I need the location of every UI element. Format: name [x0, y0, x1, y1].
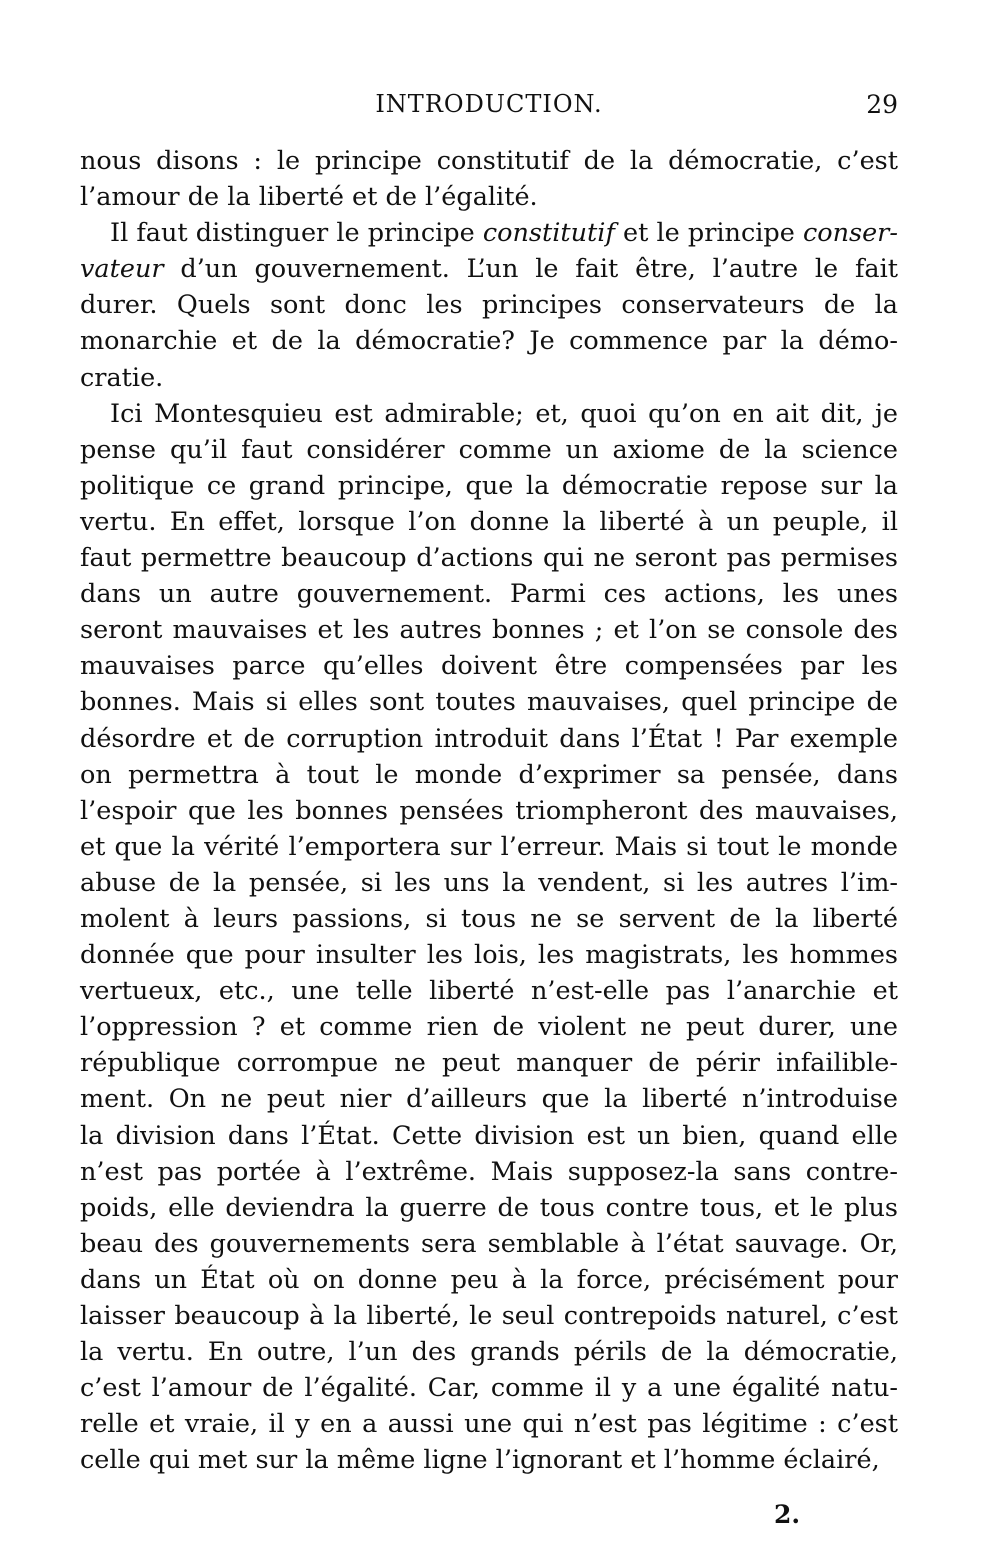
- signature-mark: 2.: [774, 1500, 801, 1529]
- text-segment: dans un autre gouvernement. Parmi ces actions, les unes: [80, 579, 898, 610]
- text-segment: vertu. En effet, lorsque l’on donne la liberté à un peuple, il: [80, 506, 898, 537]
- text-line: [80, 1009, 898, 1045]
- running-title: INTRODUCTION.: [375, 90, 603, 118]
- text-segment: l’amour de la liberté et de l’égalité.: [80, 182, 538, 213]
- text-segment: désordre et de corruption introduit dans l’État ! Par exemple: [80, 723, 898, 754]
- text-line: [80, 143, 898, 179]
- text-line: [80, 287, 898, 323]
- text-segment: celle qui met sur la même ligne l’ignorant et l’homme éclairé,: [80, 1445, 880, 1476]
- text-line: [80, 1154, 898, 1190]
- text-segment: d’un gouvernement. L’un le fait être, l’autre le fait: [163, 254, 898, 285]
- text-segment: ment. On ne peut nier d’ailleurs que la liberté n’introduise: [80, 1084, 898, 1115]
- text-line: [80, 612, 898, 648]
- text-line: [80, 432, 898, 468]
- text-line: [80, 721, 898, 757]
- text-segment: Il faut distinguer le principe: [110, 218, 483, 249]
- text-segment: c’est l’amour de l’égalité. Car, comme il y a une égalité natu-: [80, 1373, 898, 1404]
- text-segment: et le principe: [614, 218, 803, 249]
- text-line: [80, 1298, 898, 1334]
- text-segment: dans un État où on donne peu à la force, précisément pour: [80, 1264, 898, 1295]
- text-segment: et que la vérité l’emportera sur l’erreur. Mais si tout le monde: [80, 831, 898, 862]
- text-line: [80, 1045, 898, 1081]
- text-segment: monarchie et de la démocratie? Je commence par la démo-: [80, 326, 898, 357]
- text-line: [80, 684, 898, 720]
- text-line: [80, 1334, 898, 1370]
- text-segment: donnée que pour insulter les lois, les magistrats, les hommes: [80, 940, 898, 971]
- text-segment: république corrompue ne peut manquer de périr infailible-: [80, 1048, 898, 1079]
- text-line: [80, 757, 898, 793]
- text-segment: cratie.: [80, 362, 164, 393]
- text-line: [80, 179, 898, 215]
- running-header: [80, 90, 898, 126]
- text-segment: la division dans l’État. Cette division est un bien, quand elle: [80, 1120, 898, 1151]
- italic-term: vateur: [80, 254, 164, 285]
- text-line: [80, 1262, 898, 1298]
- text-line: [80, 504, 898, 540]
- text-line: [80, 323, 898, 359]
- italic-term: conser-: [802, 218, 898, 249]
- body-text: [80, 143, 898, 1478]
- text-line: [80, 901, 898, 937]
- text-segment: abuse de la pensée, si les uns la vendent, si les autres l’im-: [80, 867, 898, 898]
- text-segment: n’est pas portée à l’extrême. Mais supposez-la sans contre-: [80, 1156, 898, 1187]
- text-segment: laisser beaucoup à la liberté, le seul contrepoids naturel, c’est: [80, 1301, 898, 1331]
- paragraph: [80, 396, 898, 1479]
- text-segment: pense qu’il faut considérer comme un axiome de la science: [80, 434, 898, 465]
- text-line: [80, 1118, 898, 1154]
- text-segment: nous disons : le principe constitutif de la démocratie, c’est: [80, 146, 898, 176]
- text-segment: on permettra à tout le monde d’exprimer sa pensée, dans: [80, 759, 898, 790]
- text-segment: politique ce grand principe, que la démocratie repose sur la: [80, 470, 898, 501]
- text-line: [80, 793, 898, 829]
- text-line: [80, 1442, 898, 1478]
- text-line: [80, 251, 898, 287]
- text-line: [80, 937, 898, 973]
- text-segment: beau des gouvernements sera semblable à l’état sauvage. Or,: [80, 1228, 898, 1259]
- text-line: [80, 1226, 898, 1262]
- text-line: [80, 648, 898, 684]
- text-segment: bonnes. Mais si elles sont toutes mauvaises, quel principe de: [80, 687, 898, 718]
- text-segment: Ici Montesquieu est admirable; et, quoi qu’on en ait dit, je: [110, 398, 898, 429]
- paragraph: [80, 215, 898, 395]
- text-line: [80, 973, 898, 1009]
- text-segment: durer. Quels sont donc les principes conservateurs de la: [80, 290, 898, 321]
- text-segment: l’espoir que les bonnes pensées triompheront des mauvaises,: [80, 795, 898, 826]
- text-line: [80, 1190, 898, 1226]
- paragraph: [80, 143, 898, 215]
- text-segment: relle et vraie, il y en a aussi une qui n’est pas légitime : c’est: [80, 1409, 898, 1440]
- text-line: [80, 396, 898, 432]
- text-line: [80, 1370, 898, 1406]
- text-line: [80, 829, 898, 865]
- text-line: [80, 1081, 898, 1117]
- text-segment: l’oppression ? et comme rien de violent ne peut durer, une: [80, 1012, 898, 1043]
- text-segment: faut permettre beaucoup d’actions qui ne seront pas permises: [80, 543, 898, 574]
- text-segment: molent à leurs passions, si tous ne se servent de la liberté: [80, 903, 898, 934]
- text-line: [80, 360, 898, 396]
- page-number: 29: [866, 90, 898, 119]
- text-line: [80, 576, 898, 612]
- text-line: [80, 215, 898, 251]
- text-segment: vertueux, etc., une telle liberté n’est-elle pas l’anarchie et: [80, 976, 898, 1007]
- text-line: [80, 865, 898, 901]
- text-segment: seront mauvaises et les autres bonnes ; et l’on se console des: [80, 615, 898, 646]
- text-line: [80, 1406, 898, 1442]
- text-segment: poids, elle deviendra la guerre de tous contre tous, et le plus: [80, 1192, 898, 1223]
- text-line: [80, 468, 898, 504]
- text-segment: la vertu. En outre, l’un des grands périls de la démocratie,: [80, 1337, 898, 1368]
- text-segment: mauvaises parce qu’elles doivent être compensées par les: [80, 651, 898, 682]
- italic-term: constitutif: [482, 218, 615, 249]
- text-line: [80, 540, 898, 576]
